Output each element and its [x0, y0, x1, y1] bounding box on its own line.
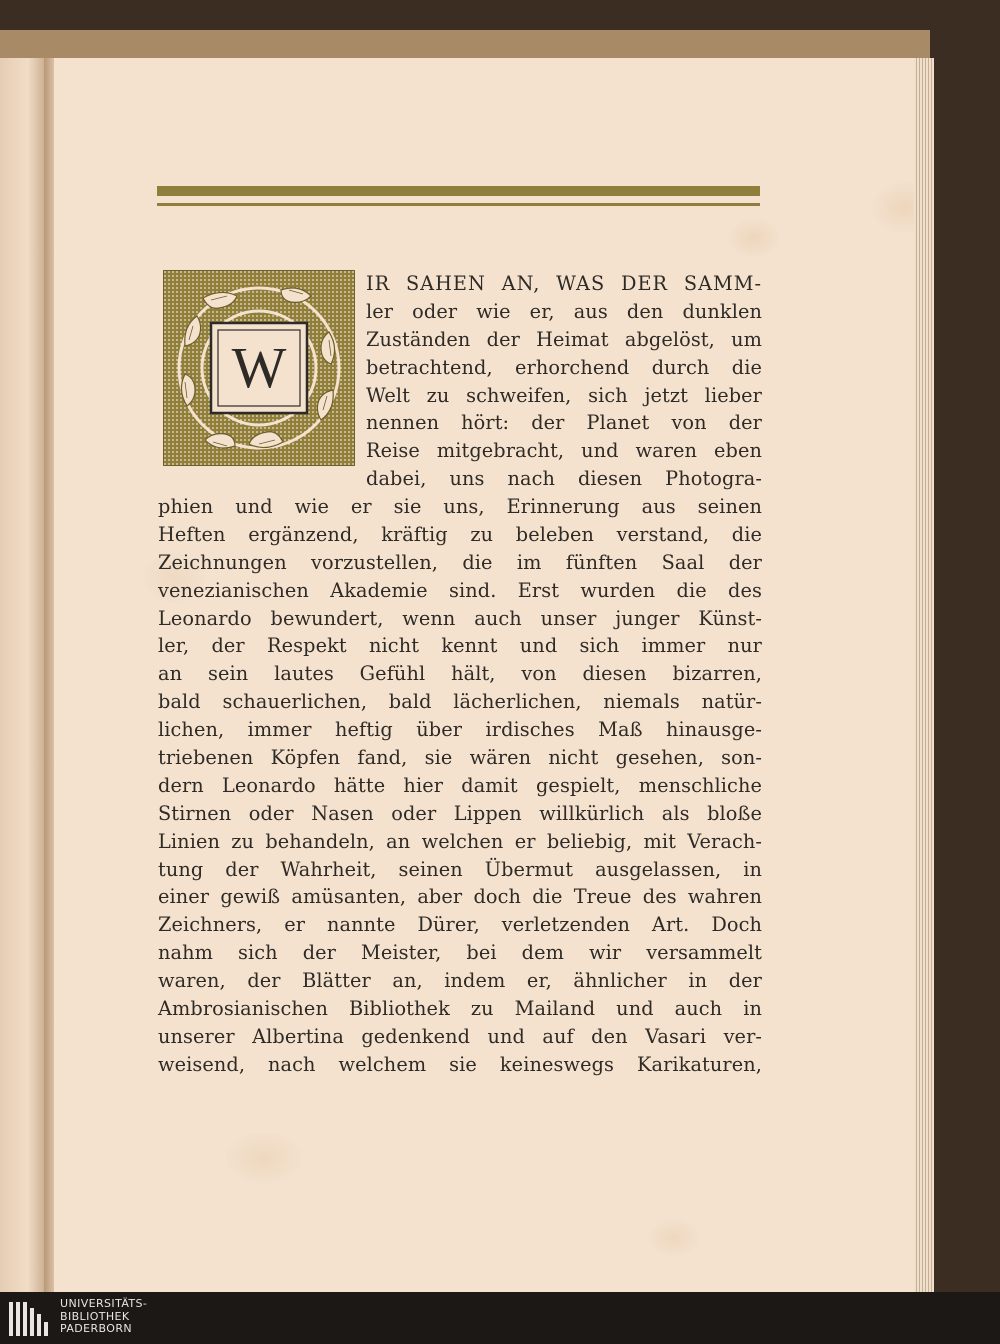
text-line: nennen hört: der Planet von der: [366, 411, 762, 435]
text-line: Zeichnungen vorzustellen, die im fünften Saal der: [158, 550, 762, 574]
ornamental-rule-thin: [157, 203, 760, 206]
text-line: nahm sich der Meister, bei dem wir versammelt: [158, 941, 762, 965]
ornamental-rule-thick: [157, 186, 760, 196]
text-line: Zuständen der Heimat abgelöst, um: [366, 327, 762, 351]
text-line: IR SAHEN AN, WAS DER SAMM-: [366, 272, 762, 295]
text-line: Stirnen oder Nasen oder Lippen willkürlich als bloße: [158, 801, 762, 825]
text-line: phien und wie er sie uns, Erinnerung aus seinen: [158, 495, 762, 518]
text-line: Ambrosianischen Bibliothek zu Mailand und auch in: [158, 997, 762, 1021]
text-line: Heften ergänzend, kräftig zu beleben verstand, die: [158, 522, 762, 546]
left-page-edge: [0, 58, 46, 1292]
text-line: dern Leonardo hätte hier damit gespielt, menschliche: [158, 773, 762, 797]
text-line: betrachtend, erhorchend durch die: [366, 355, 762, 379]
body-paragraph-lines: [158, 493, 762, 1079]
library-name-line: BIBLIOTHEK: [60, 1309, 130, 1323]
opening-paragraph-lines: [366, 270, 762, 493]
text-line: ler oder wie er, aus den dunklen: [366, 299, 762, 323]
text-line: an sein lautes Gefühl hält, von diesen bizarren,: [158, 662, 762, 686]
decorated-initial: [163, 270, 355, 466]
text-line: waren, der Blätter an, indem er, ähnlicher in der: [158, 969, 762, 993]
text-line: dabei, uns nach diesen Photogra-: [366, 467, 762, 491]
text-line: Zeichners, er nannte Dürer, verletzenden Art. Doch: [158, 913, 762, 937]
text-line: unserer Albertina gedenkend und auf den Vasari ver-: [158, 1024, 762, 1048]
text-line: triebenen Köpfen fand, sie wären nicht gesehen, son-: [158, 746, 762, 770]
text-line: weisend, nach welchem sie keineswegs Karikaturen,: [158, 1052, 762, 1076]
library-logo-icon: [7, 1298, 53, 1340]
text-line: Welt zu schweifen, sich jetzt lieber: [366, 383, 762, 407]
text-line: Reise mitgebracht, und waren eben: [366, 439, 762, 463]
text-line: tung der Wahrheit, seinen Übermut ausgelassen, in: [158, 857, 762, 881]
library-name-line: UNIVERSITÄTS-: [60, 1297, 148, 1310]
text-line: bald schauerlichen, bald lächerlichen, niemals natür-: [158, 690, 762, 714]
text-line: venezianischen Akademie sind. Erst wurden die des: [158, 578, 762, 602]
footer-bar: [0, 1292, 1000, 1343]
text-line: einer gewiß amüsanten, aber doch die Treue des wahren: [158, 885, 762, 909]
text-line: lichen, immer heftig über irdisches Maß hinausge-: [158, 718, 762, 742]
text-line: ler, der Respekt nicht kennt und sich immer nur: [158, 634, 762, 658]
library-name-line: PADERBORN: [60, 1322, 133, 1335]
text-line: Linien zu behandeln, an welchen er beliebig, mit Verach-: [158, 829, 762, 853]
text-line: Leonardo bewundert, wenn auch unser junger Künst-: [158, 606, 762, 630]
initial-letter: W: [231, 335, 287, 400]
page-stack-edges: [914, 58, 934, 1292]
library-name: [60, 1298, 147, 1336]
